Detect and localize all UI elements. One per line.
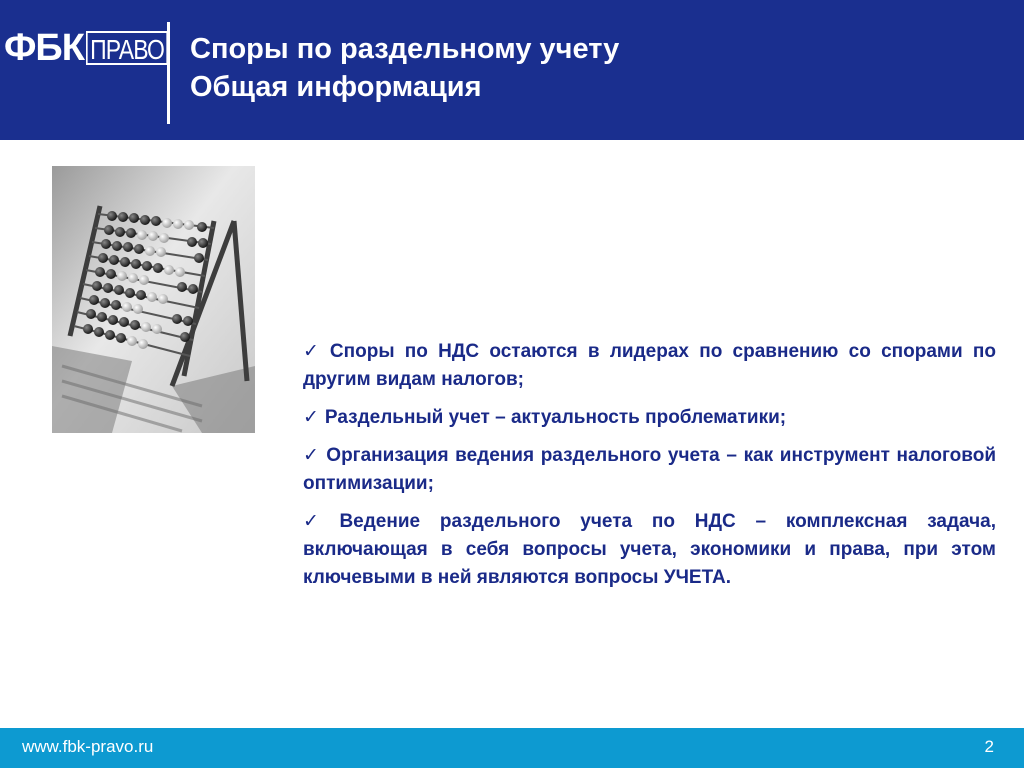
checkmark-icon: ✓ [303,445,321,466]
company-logo [4,28,186,68]
slide-title [190,30,619,106]
list-item [303,508,996,592]
bullet-list [303,338,996,602]
header-divider [167,22,170,124]
list-item [303,442,996,498]
list-item [303,404,996,432]
checkmark-icon: ✓ [303,341,324,362]
slide-header [0,0,1024,140]
checkmark-icon: ✓ [303,407,319,428]
bullet-text: Организация ведения раздельного учета – как инструмент налоговой оптимизации; [303,445,997,494]
abacus-photo [52,166,255,433]
logo-fbk-text: ФБК [4,27,84,69]
bullet-text: Споры по НДС остаются в лидерах по сравнению со спорами по другим видам налогов; [303,341,996,390]
bullet-text: Ведение раздельного учета по НДС – комплексная задача, включающая в себя вопросы учета, экономики и права, при этом ключевыми в ней являются вопросы УЧЕТА. [303,511,997,588]
website-link[interactable]: www.fbk-pravo.ru [22,737,154,756]
checkmark-icon: ✓ [303,511,334,532]
bullet-text: Раздельный учет – актуальность проблематики; [324,407,787,428]
list-item [303,338,996,394]
slide-footer [0,728,1024,768]
slide-title-line1: Споры по раздельному учету [190,33,620,65]
slide-title-line2: Общая информация [190,71,482,103]
logo-pravo-text: ПРАВО [86,31,168,65]
page-number: 2 [984,737,994,756]
